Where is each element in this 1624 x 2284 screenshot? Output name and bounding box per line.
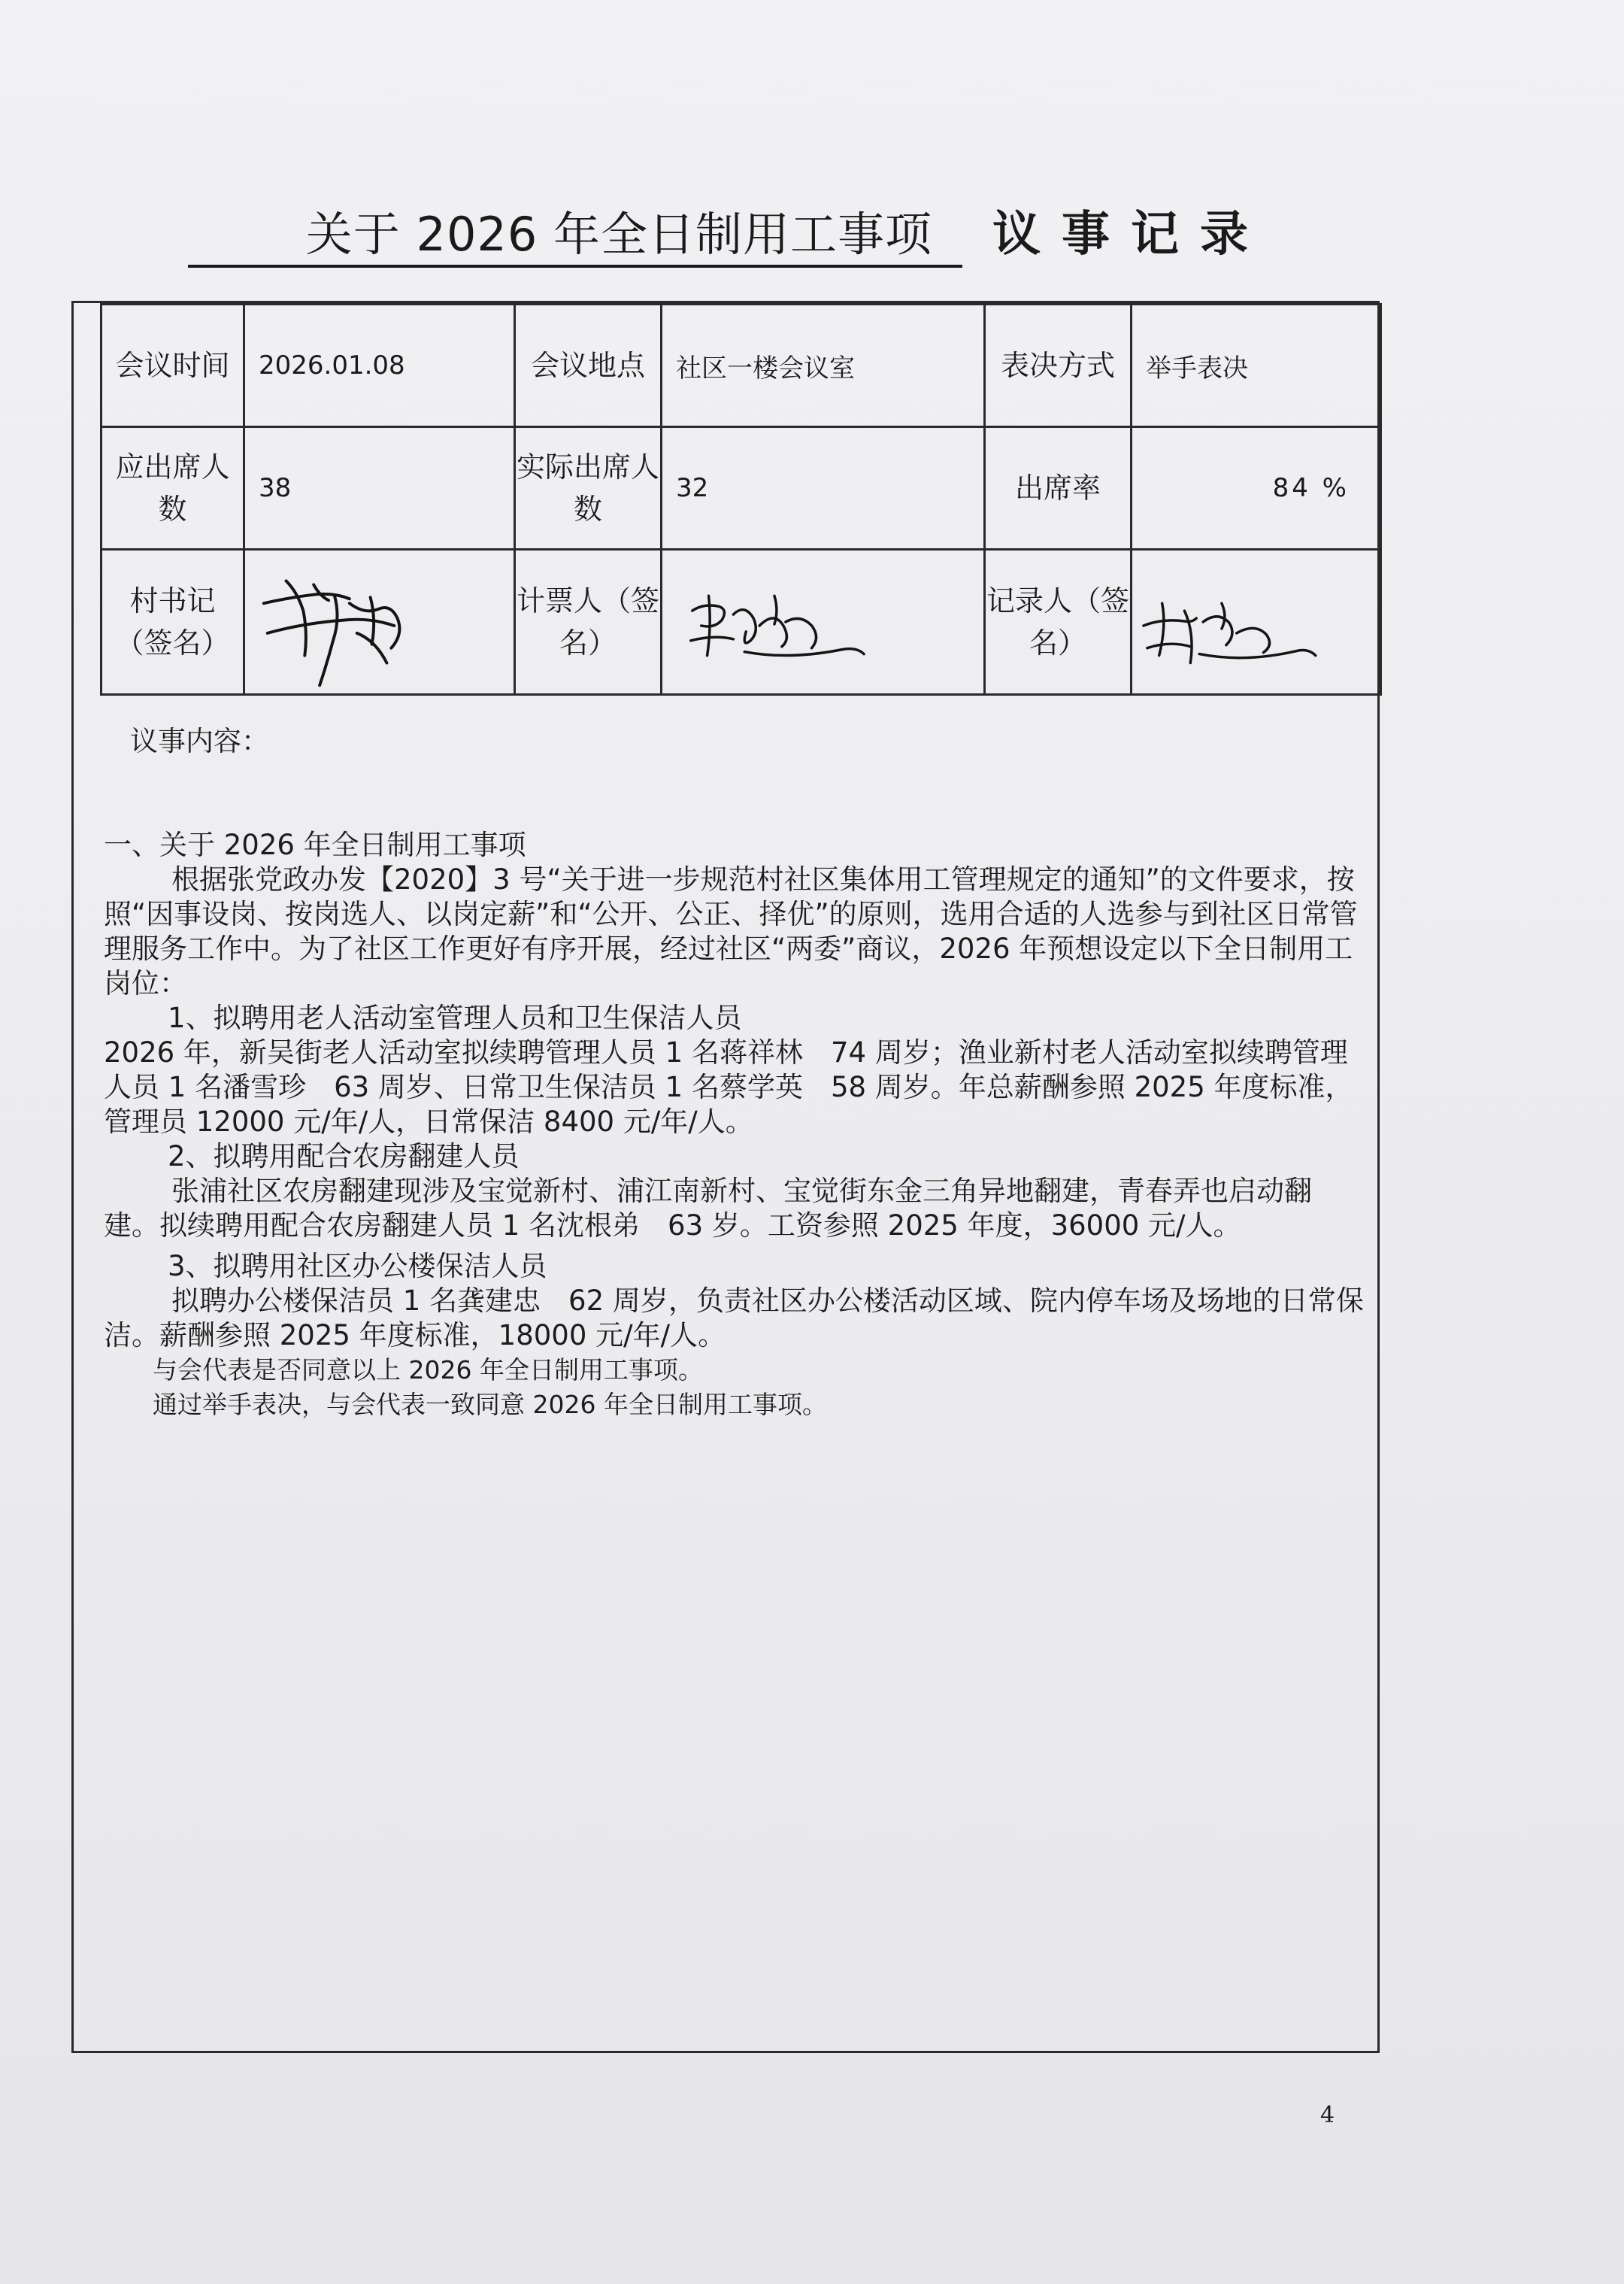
page-number: 4 bbox=[1320, 2102, 1335, 2128]
section-title: 一、关于 2026 年全日制用工事项 bbox=[104, 829, 526, 861]
meeting-time-value: 2026.01.08 bbox=[244, 305, 515, 427]
item1-title: 1、拟聘用老人活动室管理人员和卫生保洁人员 bbox=[168, 1002, 742, 1034]
item3-body: 拟聘办公楼保洁员 1 名龚建忠 62 周岁，负责社区办公楼活动区域、院内停车场及场地的日常保洁。薪酬参照 2025 年度标准，18000 元/年/人。 bbox=[104, 1285, 1364, 1351]
question-line: 与会代表是否同意以上 2026 年全日制用工事项。 bbox=[153, 1355, 703, 1385]
content-heading: 议事内容： bbox=[130, 725, 269, 757]
attendance-rate-label: 出席率 bbox=[985, 427, 1132, 550]
meeting-content bbox=[104, 724, 1367, 1422]
intro-paragraph: 根据张党政办发【2020】3 号“关于进一步规范村社区集体用工管理规定的通知”的文件要求，按照“因事设岗、按岗选人、以岗定薪”和“公开、公正、择优”的原则，选用合适的人选参与到社区日常管理服务工作中。为了社区工作更好有序开展，经过社区“两委”商议，2026 年预想设定以下全日制用工岗位： bbox=[104, 863, 1358, 999]
handwritten-signature-icon bbox=[245, 551, 514, 693]
expected-attendance-label: 应出席人数 bbox=[102, 427, 244, 550]
counter-signature-label: 计票人（签名） bbox=[515, 550, 662, 695]
item2-body: 张浦社区农房翻建现涉及宝觉新村、浦江南新村、宝觉街东金三角异地翻建，青春弄也启动翻建。拟续聘用配合农房翻建人员 1 名沈根弟 63 岁。工资参照 2025 年度，36000 元/人。 bbox=[104, 1175, 1312, 1242]
item1-body: 2026 年，新吴街老人活动室拟续聘管理人员 1 名蒋祥林 74 周岁；渔业新村老人活动室拟续聘管理人员 1 名潘雪珍 63 周岁、日常卫生保洁员 1 名蔡学英 58 周岁。年总薪酬参照 2025 年度标准，管理员 12000 元/年/人，日常保洁 8400 元/年/人。 bbox=[104, 1036, 1353, 1138]
secretary-signature bbox=[244, 550, 515, 695]
actual-attendance-label: 实际出席人数 bbox=[515, 427, 662, 550]
table-row bbox=[102, 427, 1381, 550]
resolution-line: 通过举手表决，与会代表一致同意 2026 年全日制用工事项。 bbox=[153, 1390, 827, 1419]
title-main: 关于 2026 年全日制用工事项 bbox=[188, 203, 962, 268]
handwritten-signature-icon bbox=[662, 551, 983, 693]
meeting-place-value: 社区一楼会议室 bbox=[662, 305, 985, 427]
attendance-rate-value: 84 % bbox=[1132, 427, 1381, 550]
record-frame bbox=[71, 301, 1380, 2053]
table-row bbox=[102, 550, 1381, 695]
expected-attendance-value: 38 bbox=[244, 427, 515, 550]
recorder-signature-label: 记录人（签名） bbox=[985, 550, 1132, 695]
document-title bbox=[188, 203, 1361, 271]
recorder-signature bbox=[1132, 550, 1381, 695]
handwritten-signature-icon bbox=[1132, 551, 1380, 693]
meeting-time-label: 会议时间 bbox=[102, 305, 244, 427]
actual-attendance-value: 32 bbox=[662, 427, 985, 550]
counter-signature bbox=[662, 550, 985, 695]
meeting-place-label: 会议地点 bbox=[515, 305, 662, 427]
item3-title: 3、拟聘用社区办公楼保洁人员 bbox=[168, 1250, 547, 1282]
table-row bbox=[102, 305, 1381, 427]
meeting-info-table bbox=[100, 303, 1382, 696]
title-suffix: 议事记录 bbox=[992, 207, 1269, 262]
vote-method-label: 表决方式 bbox=[985, 305, 1132, 427]
item2-title: 2、拟聘用配合农房翻建人员 bbox=[168, 1140, 520, 1172]
secretary-signature-label: 村书记（签名） bbox=[102, 550, 244, 695]
vote-method-value: 举手表决 bbox=[1132, 305, 1381, 427]
